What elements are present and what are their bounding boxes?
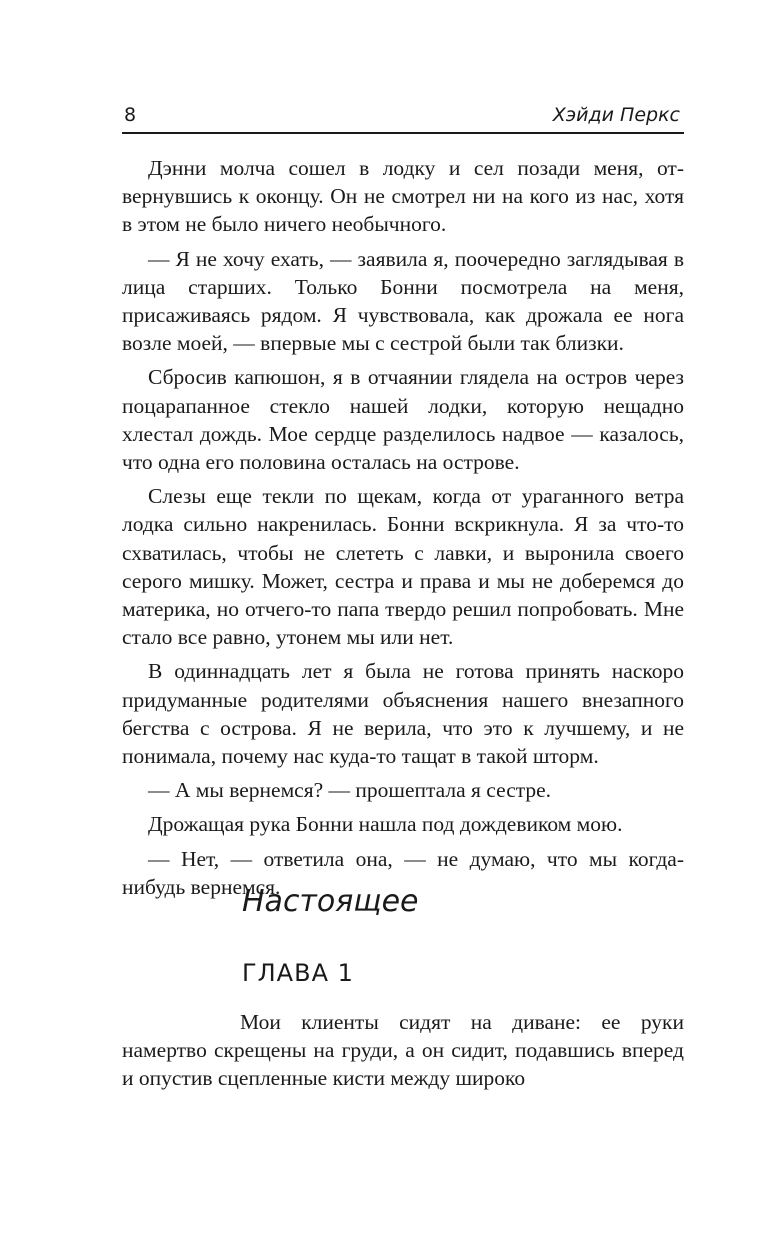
paragraph: Дрожащая рука Бонни нашла под дождевиком мою.: [148, 812, 623, 837]
paragraph: Мои клиенты сидят на диване: ее руки намертво скрещены на груди, а он сидит, подавшись вперед и опустив сцепленные кисти между широко: [122, 1010, 684, 1091]
paragraph: В одиннадцать лет я была не готова принять наскоро придуманные родителями объяснения нашего внезапного бегства с острова. Я не верила, что это к лучшему, и не понимала, почему нас куда-то тащат в такой шторм.: [122, 659, 684, 769]
paragraph: Сбросив капюшон, я в отчаянии глядела на остров через поцарапанное стекло нашей лодки, которую нещадно хлестал дождь. Мое сердце разделилось надвое — казалось, что одна его половина осталась на острове.: [122, 365, 684, 475]
paragraph: — А мы вернемся? — прошептала я сестре.: [148, 778, 552, 803]
body-text: [122, 154, 684, 901]
paragraph: — Я не хочу ехать, — заявила я, поочередно заглядывая в лица старших. Только Бонни посмотрела на меня, присаживаясь рядом. Я чувствовала, как дрожала ее нога возле моей, — впервые мы с сестрой были так близки.: [122, 246, 684, 356]
paragraph: Слезы еще текли по щекам, когда от ураганного ветра лодка сильно накренилась. Бонни вскрикнула. Я за что-то схватилась, чтобы не слететь с лавки, и выронила своего серого мишку. Может, сестра и права и мы не доберемся до материка, но отчего-то папа твердо решил попробовать. Мне стало все равно, утонем мы или нет.: [122, 484, 684, 650]
running-header: [122, 98, 684, 134]
page-number: 8: [124, 104, 137, 126]
chapter-title: ГЛАВА 1: [242, 959, 354, 987]
chapter-body-text: [122, 1008, 684, 1093]
paragraph: — Нет, — ответила она, — не думаю, что мы когда-нибудь вернемся.: [122, 846, 684, 899]
author-name: Хэйди Перкс: [552, 104, 680, 126]
paragraph: Дэнни молча сошел в лодку и сел позади меня, отвернувшись к оконцу. Он не смотрел ни на кого из нас, хотя в этом не было ничего необычного.: [122, 156, 684, 237]
part-title: Настоящее: [242, 884, 419, 919]
